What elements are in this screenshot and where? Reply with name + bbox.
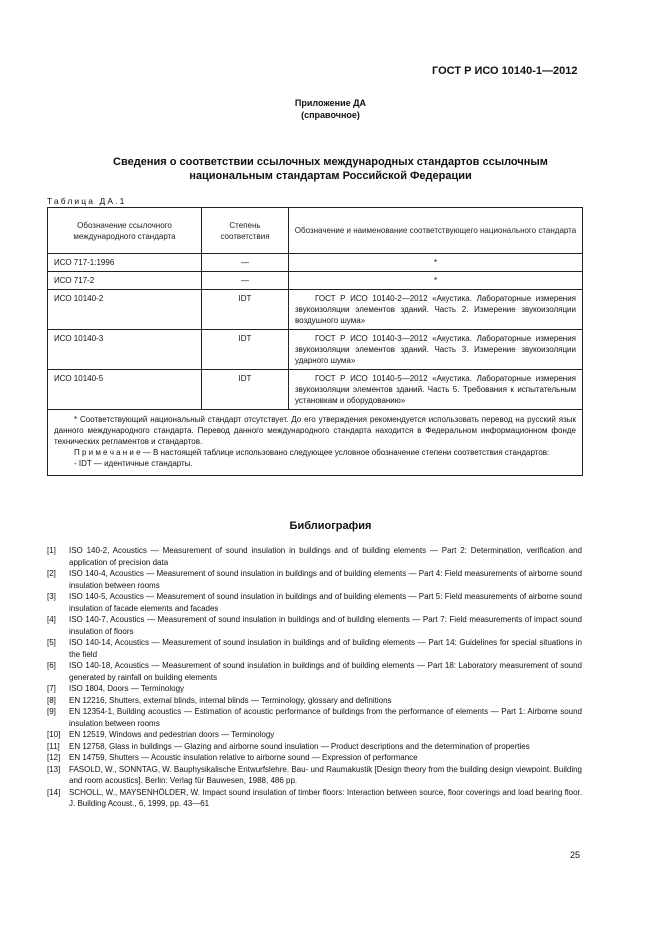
ref-number: [2]	[47, 569, 56, 578]
list-item	[47, 683, 582, 695]
ref-text: EN 12354-1, Building acoustics — Estimation of acoustic performance of buildings from the performance of elements — Part 1: Airborne sound insulation between rooms	[69, 707, 582, 728]
ref-text: EN 12519, Windows and pedestrian doors — Terminology	[69, 730, 275, 739]
ref-number: [1]	[47, 546, 56, 555]
ref-number: [5]	[47, 638, 56, 647]
cell-national: ГОСТ Р ИСО 10140-5—2012 «Акустика. Лабораторные измерения звукоизоляции элементов зданий. Часть 5. Требования к испытательным установкам и оборудованию»	[289, 370, 583, 410]
ref-text: SCHOLL, W., MAYSENHÖLDER, W. Impact sound insulation of timber floors: Interaction between source, floor coverings and load bearing floor. J. Building Acoust., 6, 1999, pp. 43—61	[69, 787, 582, 808]
ref-text: ISO 140-14, Acoustics — Measurement of sound insulation in buildings and of building elements — Part 14: Guidelines for special situations in the field	[69, 638, 582, 659]
table-row	[48, 272, 583, 290]
list-item	[47, 764, 582, 787]
list-item	[47, 741, 582, 753]
cell-national: *	[289, 272, 583, 290]
ref-number: [12]	[47, 753, 61, 762]
table-footnote-cell	[48, 410, 583, 476]
ref-text: FASOLD, W., SONNTAG, W. Bauphysikalische Entwurfslehre. Bau- und Raumakustik [Design theory from the building design viewpoint. Building and room acoustics]. Berlin: Verlag für Bauwesen, 1988, 486 pp.	[69, 764, 582, 785]
list-item	[47, 729, 582, 741]
correspondence-table	[47, 207, 583, 476]
cell-national: *	[289, 254, 583, 272]
page-number: 25	[570, 850, 581, 860]
cell-intl: ИСО 717-1:1996	[48, 254, 202, 272]
cell-degree: —	[202, 254, 289, 272]
appendix-subtitle: (справочное)	[301, 110, 360, 120]
ref-number: [11]	[47, 741, 60, 751]
table-header-row	[48, 208, 583, 254]
bibliography-title: Библиография	[289, 520, 372, 532]
document-code: ГОСТ Р ИСО 10140-1—2012	[432, 65, 578, 77]
list-item	[47, 660, 582, 683]
ref-number: [8]	[47, 695, 56, 705]
ref-text: ISO 140-4, Acoustics — Measurement of sound insulation in buildings and of building elements — Part 4: Field measurements of airborne sound insulation between rooms	[69, 569, 582, 590]
list-item	[47, 752, 582, 764]
table-caption: Таблица ДА.1	[47, 196, 127, 206]
ref-number: [4]	[47, 615, 56, 624]
list-item	[47, 787, 582, 810]
cell-degree: IDT	[202, 330, 289, 370]
table-footnote: * Соответствующий национальный стандарт отсутствует. До его утверждения рекомендуется использовать перевод на русский язык данного международного стандарта. Перевод данного международного стандарта находится в Федеральном информационном фонде технических регламентов и стандартов.	[54, 415, 576, 446]
cell-intl: ИСО 717-2	[48, 272, 202, 290]
table-row	[48, 290, 583, 330]
ref-text: ISO 140-18, Acoustics — Measurement of sound insulation in buildings and of building elements — Part 18: Laboratory measurement of sound generated by rainfall on building elements	[69, 661, 582, 682]
appendix-title: Приложение ДА	[294, 98, 367, 108]
ref-number: [14]	[47, 787, 61, 797]
list-item	[47, 545, 582, 568]
ref-text: ISO 140-2, Acoustics — Measurement of sound insulation in buildings and of building elements — Part 2: Determination, verification and application of precision data	[69, 546, 582, 567]
header-intl-standard: Обозначение ссылочного международного стандарта	[48, 208, 202, 254]
cell-degree: —	[202, 272, 289, 290]
ref-number: [13]	[47, 764, 61, 774]
cell-degree: IDT	[202, 290, 289, 330]
ref-text: EN 12216, Shutters, external blinds, internal blinds — Terminology, glossary and definitions	[69, 695, 392, 705]
table-footnote-row	[48, 410, 583, 476]
list-item	[47, 568, 582, 591]
cell-national: ГОСТ Р ИСО 10140-2—2012 «Акустика. Лабораторные измерения звукоизоляции элементов зданий. Часть 2. Измерение звукоизоляции воздушного шума»	[289, 290, 583, 330]
ref-text: EN 12758, Glass in buildings — Glazing and airborne sound insulation — Product descriptions and the determination of properties	[69, 741, 530, 751]
ref-number: [10]	[47, 730, 61, 739]
table-row	[48, 370, 583, 410]
cell-intl: ИСО 10140-5	[48, 370, 202, 410]
ref-number: [9]	[47, 707, 56, 716]
section-heading-line-1: Сведения о соответствии ссылочных международных стандартов ссылочным	[113, 156, 548, 168]
cell-intl: ИСО 10140-3	[48, 330, 202, 370]
ref-number: [6]	[47, 661, 56, 670]
table-note: П р и м е ч а н и е — В настоящей таблице использовано следующее условное обозначение степени соответствия стандартов:	[74, 448, 550, 457]
cell-national: ГОСТ Р ИСО 10140-3—2012 «Акустика. Лабораторные измерения звукоизоляции элементов зданий. Часть 3. Измерение звукоизоляции ударного шума»	[289, 330, 583, 370]
table-row	[48, 254, 583, 272]
list-item	[47, 591, 582, 614]
ref-text: ISO 140-7, Acoustics — Measurement of sound insulation in buildings and of building elements — Part 7: Field measurements of impact sound insulation of floors	[69, 615, 582, 636]
list-item	[47, 637, 582, 660]
cell-intl: ИСО 10140-2	[48, 290, 202, 330]
section-heading	[60, 155, 601, 183]
list-item	[47, 706, 582, 729]
ref-number: [7]	[47, 684, 56, 693]
ref-text: ISO 1804, Doors — Terminology	[69, 684, 185, 693]
header-national-standard: Обозначение и наименование соответствующего национального стандарта	[289, 208, 583, 254]
cell-degree: IDT	[202, 370, 289, 410]
bibliography-list	[47, 545, 582, 810]
header-degree: Степень соответствия	[202, 208, 289, 254]
table-row	[48, 330, 583, 370]
list-item	[47, 695, 582, 707]
ref-number: [3]	[47, 592, 56, 601]
list-item	[47, 614, 582, 637]
ref-text: EN 14759, Shutters — Acoustic insulation relative to airborne sound — Expression of performance	[69, 753, 418, 762]
appendix-header	[0, 97, 661, 121]
table-note-item: - IDT — идентичные стандарты.	[74, 459, 193, 468]
section-heading-line-2: национальным стандартам Российской Федерации	[189, 170, 472, 182]
ref-text: ISO 140-5, Acoustics — Measurement of sound insulation in buildings and of building elements — Part 5: Field measurements of airborne sound insulation of facade elements and facades	[69, 592, 582, 613]
